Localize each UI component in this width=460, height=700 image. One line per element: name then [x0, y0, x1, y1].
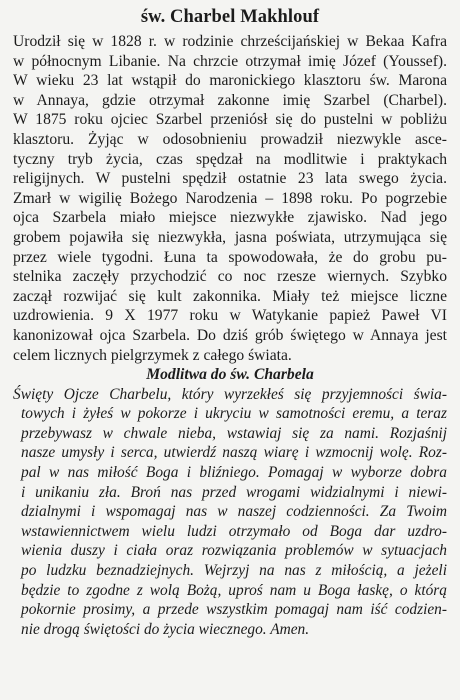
prayer-line: nasze umysły i serca, utwierdź naszą wiarę i wzmocnij wolę. Roz- — [21, 444, 447, 462]
document-page — [13, 6, 447, 639]
prayer-line: pal w nas miłość Boga i bliźniego. Pomagaj w wyborze dobra — [21, 464, 447, 482]
bio-line: stelnika zaczęły przychodzić co noc rzesze wiernych. Szybko — [13, 268, 447, 286]
page-title: św. Charbel Makhlouf — [140, 7, 320, 27]
bio-line: w północnym Libanie. Na chrzcie otrzymał imię Józef (Youssef). — [13, 52, 447, 70]
bio-line: grobem pojawiła się niezwykła, jasna poświata, utrzymująca się — [13, 228, 447, 246]
bio-line: w Annaya, gdzie otrzymał zakonne imię Szarbel (Charbel). — [13, 91, 447, 109]
prayer-line: wstawiennictwem wielu ludzi otrzymało od Boga dar uzdro- — [21, 522, 447, 540]
bio-line: uzdrowienia. 9 X 1977 roku w Watykanie papież Paweł VI — [13, 307, 447, 325]
bio-line: zaczął rozwijać się kult zakonnika. Miały też miejsce liczne — [13, 287, 447, 305]
bio-line: W 1875 roku ojciec Szarbel przeniósł się do pustelni w pobliżu — [13, 111, 447, 129]
bio-line: kanonizował ojca Szarbela. Do dziś grób świętego w Annaya jest — [13, 326, 447, 344]
prayer-line: nie drogą świętości do życia wiecznego. Amen. — [21, 620, 310, 638]
prayer-line: będzie to zgodne z wolą Bożą, uproś nam u Boga łaskę, o którą — [21, 581, 447, 599]
prayer-line: i unikaniu zła. Broń nas przed wrogami widzialnymi i niewi- — [21, 483, 447, 501]
bio-line: przez wiele tygodni. Łuna ta spowodowała, że do grobu pu- — [13, 248, 447, 266]
bio-line: tyczny tryb życia, czas spędzał na modlitwie i praktykach — [13, 150, 447, 168]
prayer-line: po ludzku beznadziejnych. Wejrzyj na nas z miłością, a jeżeli — [21, 562, 447, 580]
bio-line: Urodził się w 1828 r. w rodzinie chrześcijańskiej w Bekaa Kafra — [13, 33, 447, 50]
prayer-line: towych i żyłeś w pokorze i ukryciu w samotności eremu, a teraz — [21, 405, 447, 423]
prayer-line: Święty Ojcze Charbelu, który wyrzekłeś się przyjemności świa- — [13, 385, 447, 403]
prayer-line: pokornie prosimy, a przede wszystkim pomagaj nam iść codzien- — [21, 601, 447, 619]
biography-paragraph — [13, 32, 447, 365]
prayer-line: wienia duszy i ciała oraz rozwiązania problemów w sytuacjach — [21, 542, 447, 560]
prayer-title: Modlitwa do św. Charbela — [146, 366, 314, 384]
prayer-paragraph — [13, 385, 447, 640]
bio-line: Zmarł w wigilię Bożego Narodzenia – 1898 roku. Po pogrzebie — [13, 189, 447, 207]
bio-line: religijnych. W pustelni spędził ostatnie 23 lata swego życia. — [13, 170, 447, 188]
bio-line: ojca Szarbela miało miejsce niezwykłe zjawisko. Nad jego — [13, 209, 447, 227]
bio-line: klasztoru. Żyjąc w odosobnieniu prowadził niezwykle asce- — [13, 130, 447, 148]
bio-line: celem licznych pielgrzymek z całego świata. — [13, 346, 292, 364]
prayer-line: przebywasz w chwale nieba, wstawiaj się za nami. Rozjaśnij — [21, 424, 447, 442]
prayer-line: dzialnymi i wspomagaj nas w naszej codzienności. Za Twoim — [21, 503, 447, 521]
bio-line: W wieku 23 lat wstąpił do maronickiego klasztoru św. Marona — [13, 72, 447, 90]
